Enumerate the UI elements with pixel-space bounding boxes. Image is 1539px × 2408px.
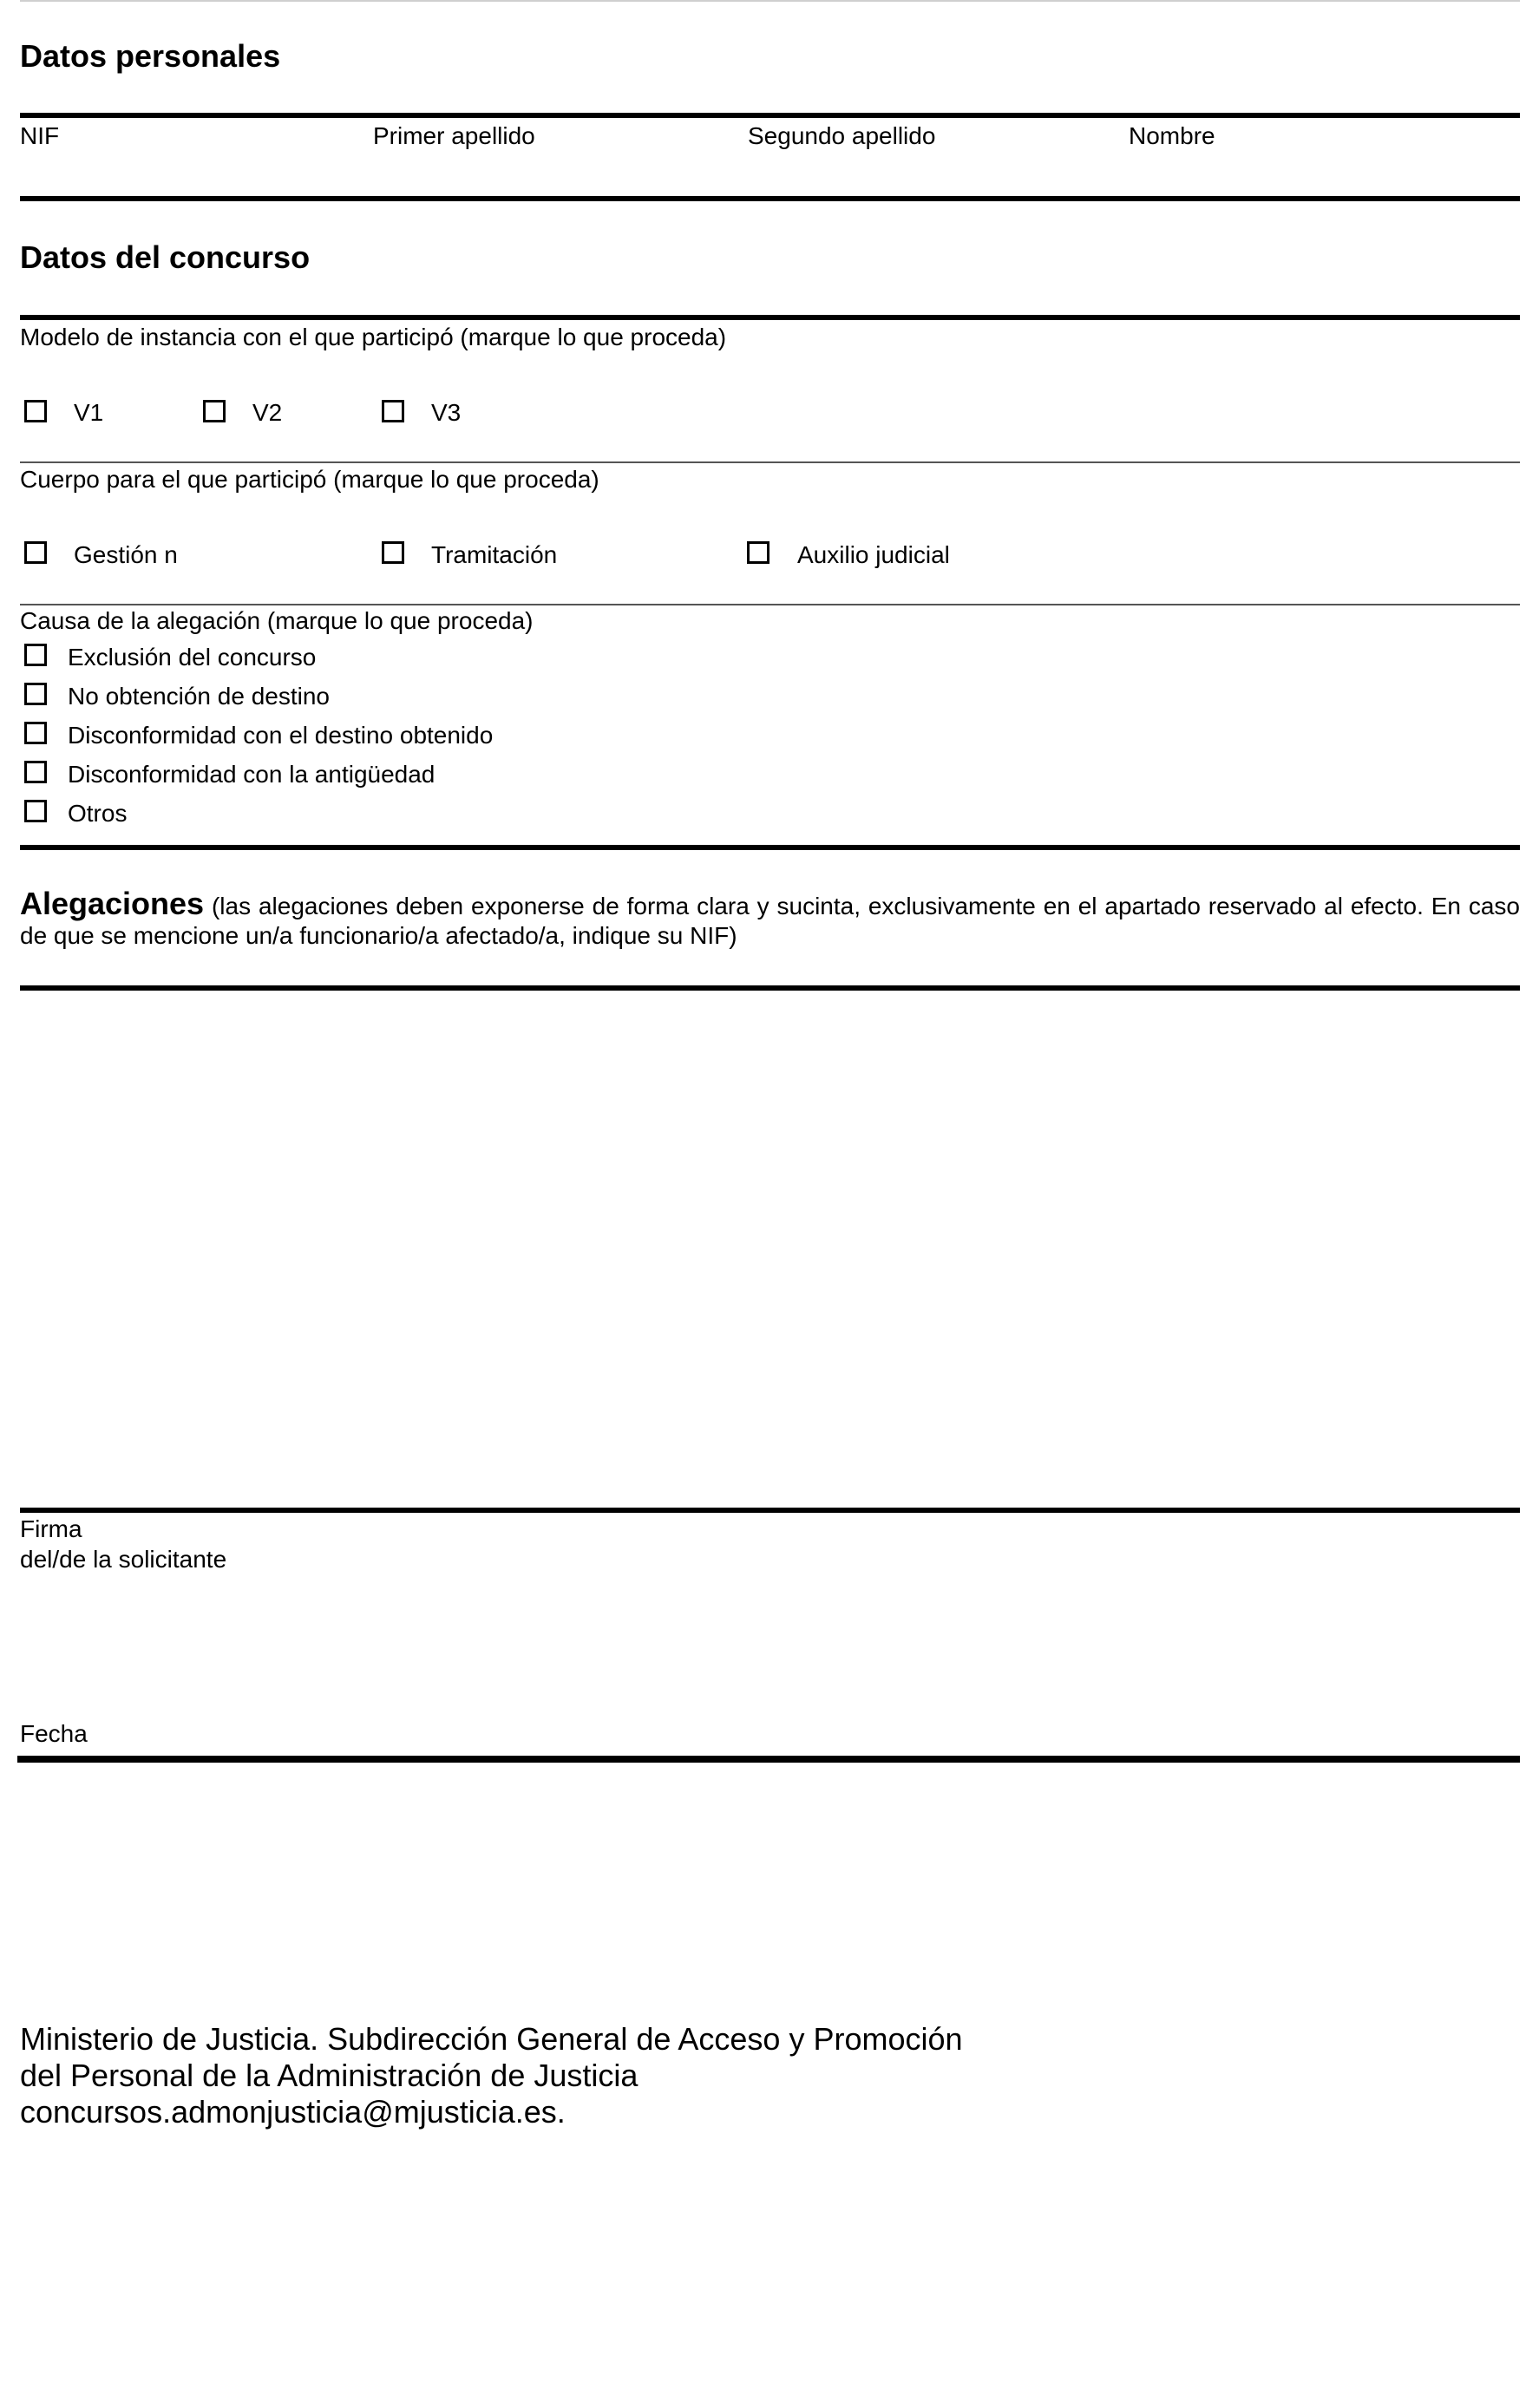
cause-label-destino: Disconformidad con el destino obtenido <box>68 722 494 749</box>
divider <box>17 1756 1520 1763</box>
checkbox-cause-no-destino[interactable] <box>24 683 47 705</box>
divider <box>20 845 1520 850</box>
field-label-primer-apellido: Primer apellido <box>373 122 535 149</box>
checkbox-model-v2[interactable] <box>203 400 226 422</box>
checkbox-cause-exclusion[interactable] <box>24 644 47 666</box>
signature-area[interactable] <box>20 1579 1520 1718</box>
field-label-segundo-apellido: Segundo apellido <box>748 122 936 149</box>
option-label-v2: V2 <box>252 399 283 426</box>
body-label: Cuerpo para el que participó (marque lo que proceda) <box>20 466 599 493</box>
checkbox-body-tramitacion[interactable] <box>382 541 404 564</box>
footer-line: Ministerio de Justicia. Subdirección General de Acceso y Promoción <box>20 2021 963 2057</box>
option-label-tramitacion: Tramitación <box>431 541 558 568</box>
allegations-textarea[interactable] <box>20 991 1520 1506</box>
field-label-nif: NIF <box>20 122 60 149</box>
checkbox-body-gestion[interactable] <box>24 541 47 564</box>
date-label: Fecha <box>20 1720 88 1747</box>
cause-label: Causa de la alegación (marque lo que proceda) <box>20 607 534 634</box>
signature-label: Firma <box>20 1515 82 1542</box>
signature-label-sub: del/de la solicitante <box>20 1546 227 1573</box>
divider <box>20 196 1520 201</box>
checkbox-cause-otros[interactable] <box>24 800 47 822</box>
option-label-v1: V1 <box>74 399 104 426</box>
allegations-title: Alegaciones <box>20 886 205 921</box>
checkbox-cause-destino[interactable] <box>24 722 47 744</box>
model-label: Modelo de instancia con el que participó (marque lo que proceda) <box>20 324 727 350</box>
allegations-note: (las alegaciones deben exponerse de forma clara y sucinta, exclusivamente en el apartado reservado al efecto. En caso de que se mencione un/a funcionario/a afectado/a, indique su NIF) <box>20 893 1520 949</box>
option-label-v3: V3 <box>431 399 462 426</box>
divider <box>20 315 1520 320</box>
checkbox-cause-antiguedad[interactable] <box>24 761 47 783</box>
section-title-contest: Datos del concurso <box>20 239 311 275</box>
checkbox-model-v3[interactable] <box>382 400 404 422</box>
footer-address <box>20 2021 963 2130</box>
footer-line: del Personal de la Administración de Justicia <box>20 2058 639 2093</box>
divider <box>20 604 1520 605</box>
cause-label-no-destino: No obtención de destino <box>68 683 330 710</box>
cause-label-antiguedad: Disconformidad con la antigüedad <box>68 761 436 788</box>
cause-label-exclusion: Exclusión del concurso <box>68 644 317 671</box>
divider <box>20 461 1520 463</box>
checkbox-model-v1[interactable] <box>24 400 47 422</box>
divider <box>20 113 1520 118</box>
cause-label-otros: Otros <box>68 800 128 827</box>
checkbox-body-auxilio[interactable] <box>747 541 770 564</box>
option-label-auxilio: Auxilio judicial <box>797 541 950 568</box>
divider <box>20 1508 1520 1513</box>
allegations-header <box>20 886 1520 951</box>
section-title-personal: Datos personales <box>20 38 281 74</box>
footer-email: concursos.admonjusticia@mjusticia.es. <box>20 2094 566 2130</box>
option-label-gestion: Gestión n <box>74 541 178 568</box>
top-hairline <box>20 0 1520 2</box>
field-label-nombre: Nombre <box>1129 122 1215 149</box>
